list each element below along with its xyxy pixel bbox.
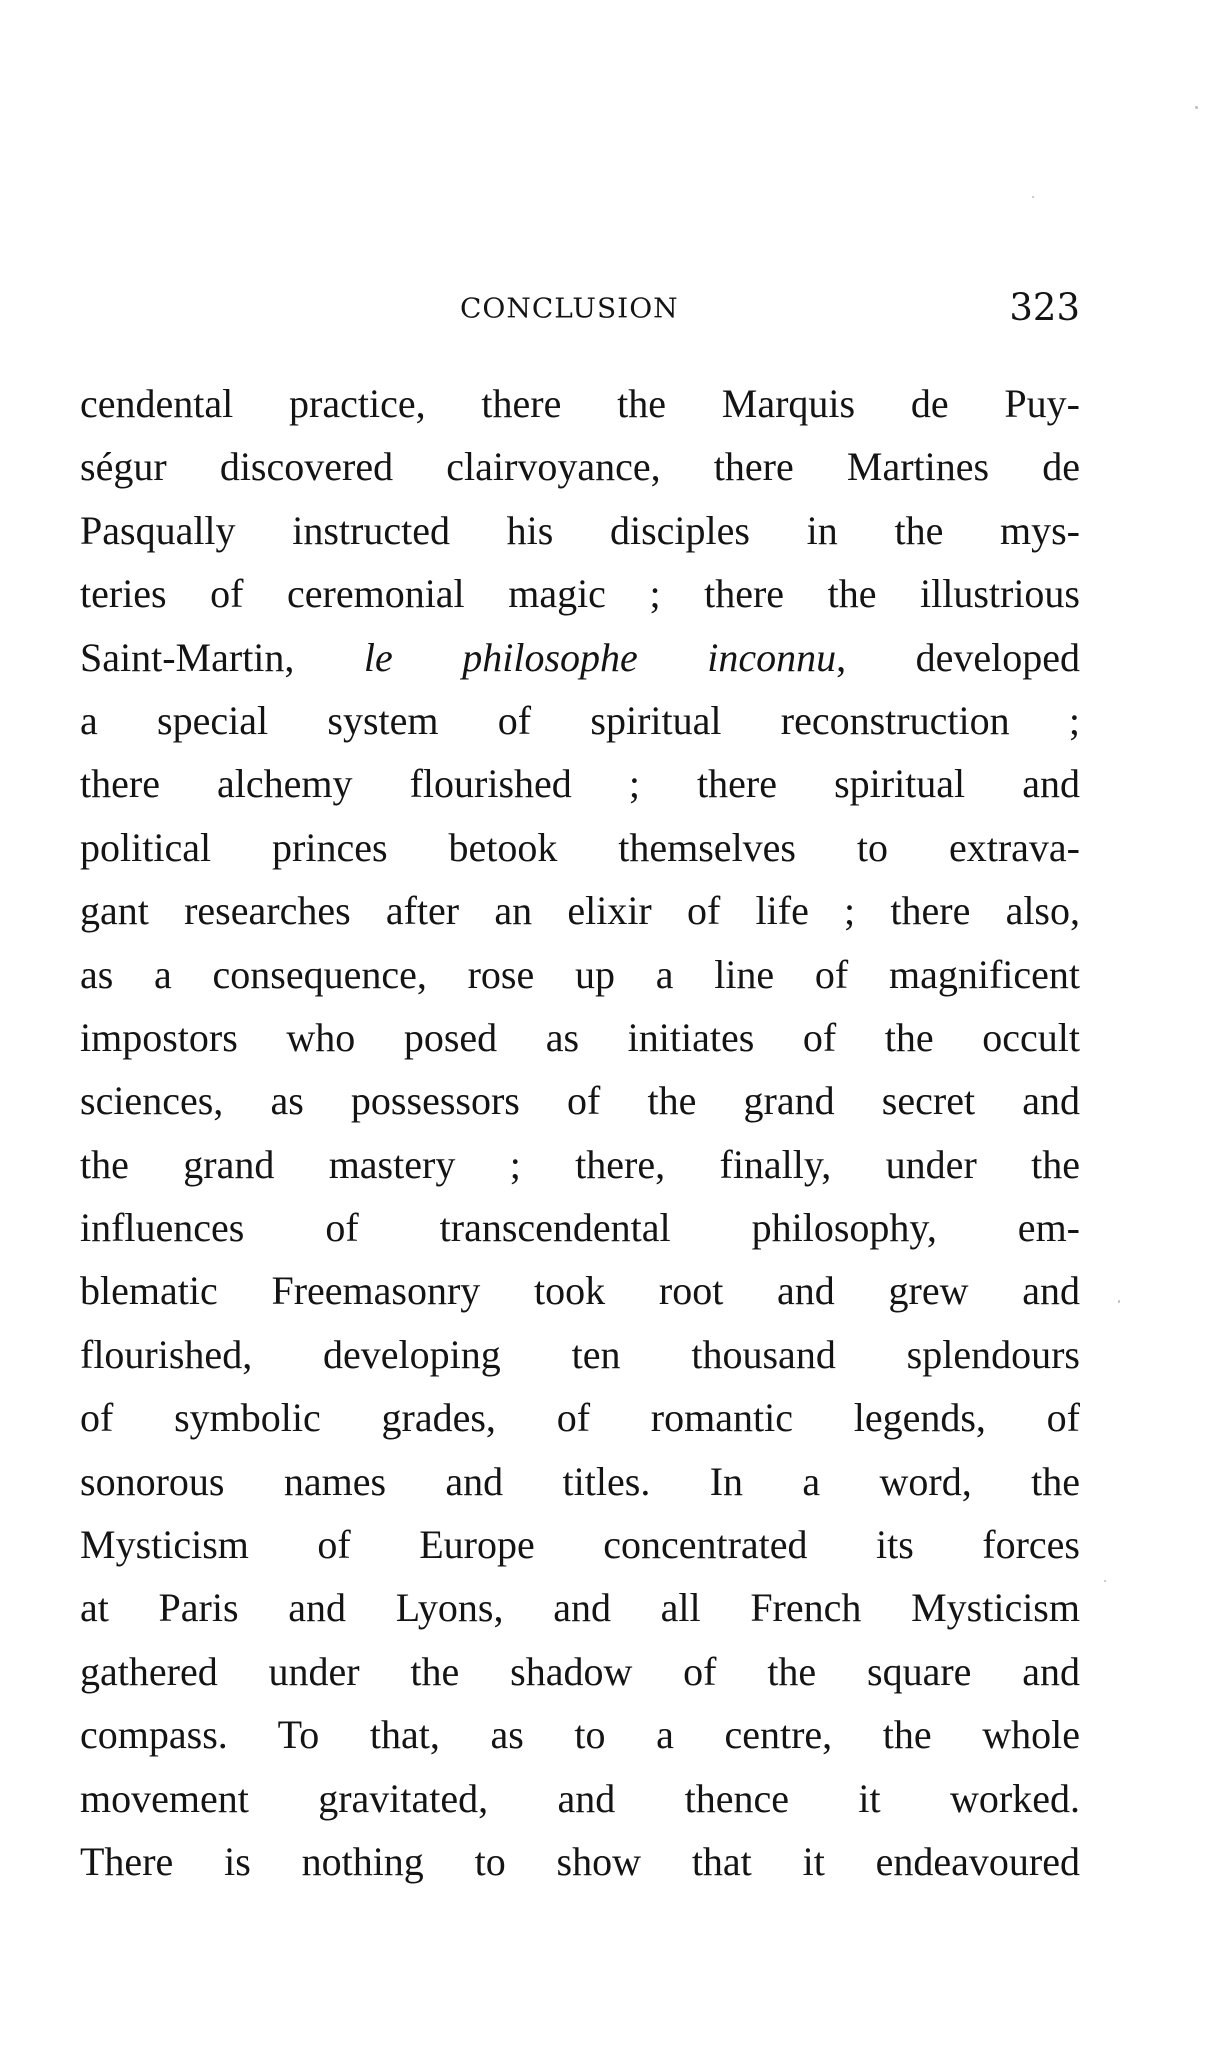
text-line: impostors who posed as initiates of the occult xyxy=(80,1014,1080,1060)
text-line: influences of transcendental philosophy, em- xyxy=(80,1205,1080,1251)
running-title: CONCLUSION xyxy=(460,292,679,325)
text-line: a special system of spiritual reconstruction ; xyxy=(80,697,1080,743)
paper-speck xyxy=(1195,106,1198,109)
paper-speck xyxy=(1032,196,1034,198)
text-line: movement gravitated, and thence it worked. xyxy=(80,1775,1080,1821)
page-number: 323 xyxy=(1009,286,1080,329)
text-line: the grand mastery ; there, finally, under the xyxy=(80,1141,1080,1187)
text-line: of symbolic grades, of romantic legends, of xyxy=(80,1395,1080,1441)
text-line: political princes betook themselves to extrava- xyxy=(80,824,1080,870)
text-line: gant researches after an elixir of life ; there also, xyxy=(80,888,1080,934)
body-text xyxy=(80,372,1080,1893)
text-line: There is nothing to show that it endeavoured xyxy=(80,1838,1080,1884)
text-line: ségur discovered clairvoyance, there Martines de xyxy=(80,444,1080,490)
text-line: teries of ceremonial magic ; there the illustrious xyxy=(80,571,1080,617)
text-line: Pasqually instructed his disciples in the mys- xyxy=(80,507,1080,553)
text-segment: , developed xyxy=(836,634,1080,680)
text-line: gathered under the shadow of the square and xyxy=(80,1648,1080,1694)
text-line: Mysticism of Europe concentrated its forces xyxy=(80,1522,1080,1568)
text-line: blematic Freemasonry took root and grew and xyxy=(80,1268,1080,1314)
italic-phrase: le philosophe inconnu xyxy=(363,634,837,680)
text-segment: Saint-Martin, xyxy=(80,634,364,680)
text-line: cendental practice, there the Marquis de Puy- xyxy=(80,381,1080,426)
text-line: flourished, developing ten thousand splendours xyxy=(80,1331,1080,1377)
text-line: there alchemy flourished ; there spiritual and xyxy=(80,761,1080,807)
paper-speck xyxy=(1104,1580,1106,1582)
paper-speck xyxy=(1118,1300,1120,1303)
text-line: sonorous names and titles. In a word, the xyxy=(80,1458,1080,1504)
running-head xyxy=(80,286,1080,332)
text-line: compass. To that, as to a centre, the whole xyxy=(80,1712,1080,1758)
text-line xyxy=(80,626,1080,689)
text-line: as a consequence, rose up a line of magnificent xyxy=(80,951,1080,997)
text-line: at Paris and Lyons, and all French Mysticism xyxy=(80,1585,1080,1631)
text-line: sciences, as possessors of the grand secret and xyxy=(80,1078,1080,1124)
